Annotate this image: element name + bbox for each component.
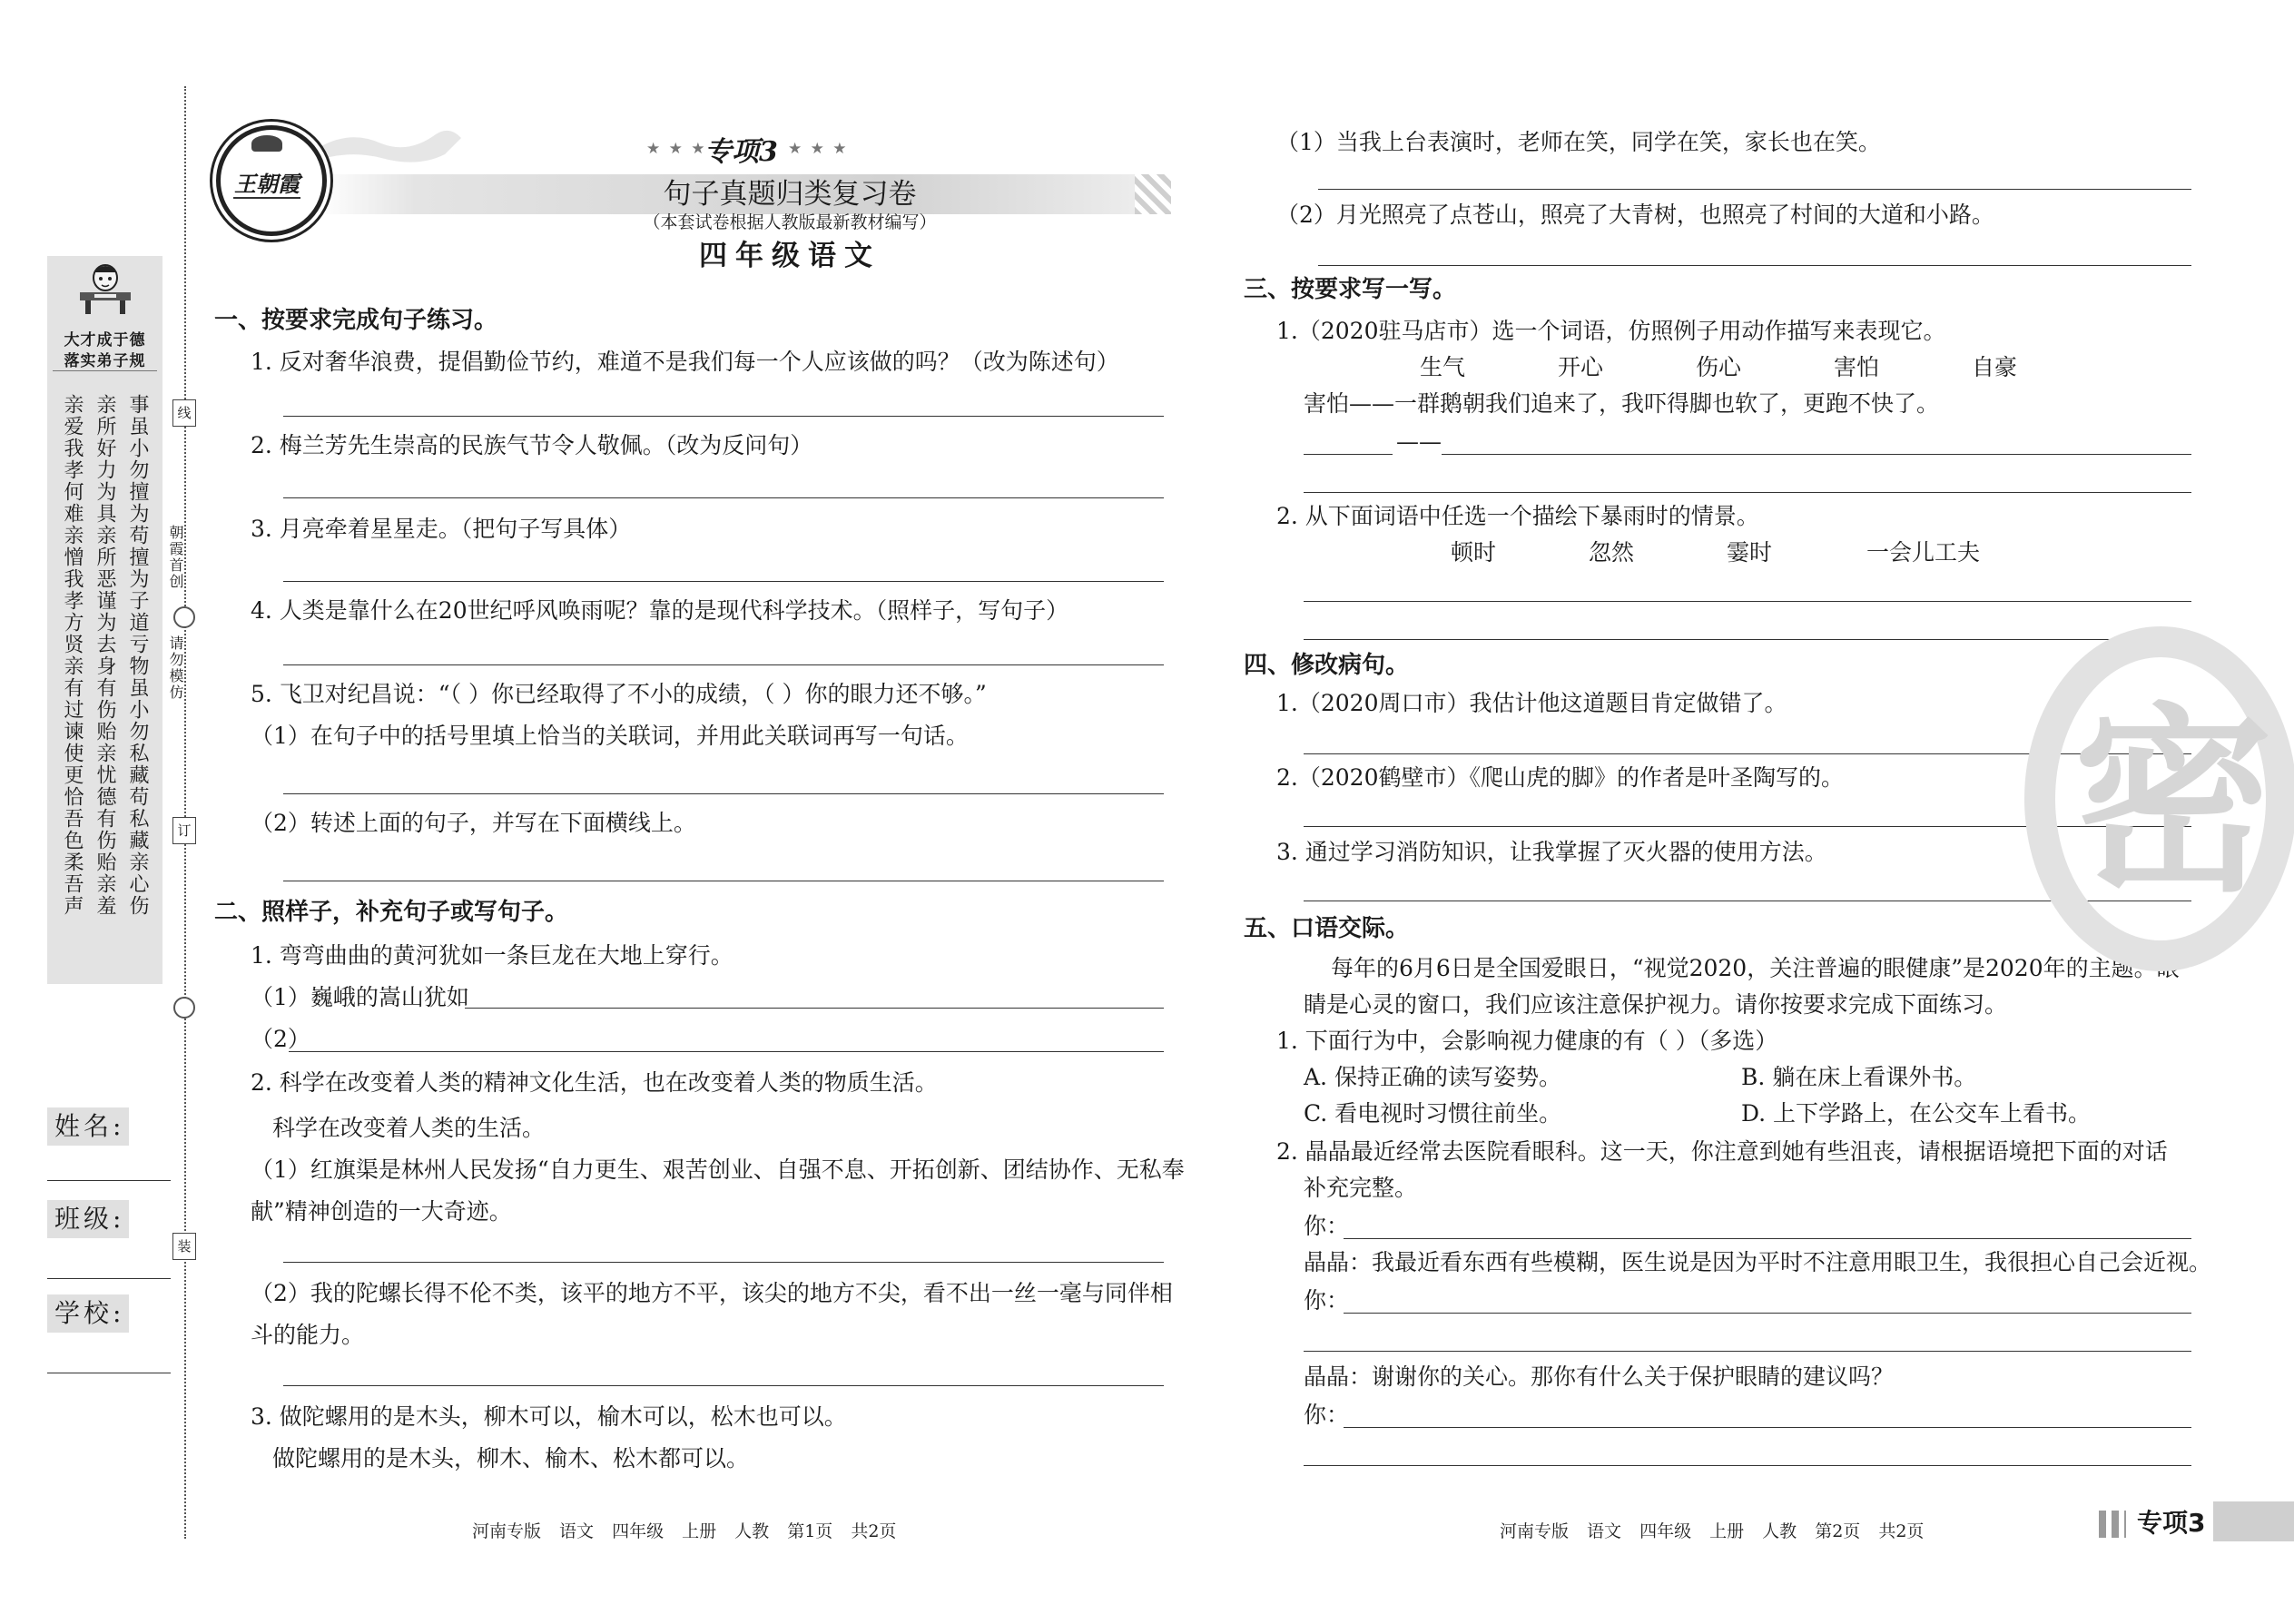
section-2-title: 二、照样子，补充句子或写句子。 bbox=[214, 899, 569, 926]
answer-line-1-3[interactable] bbox=[283, 581, 1164, 582]
question-5-2a: 2. 晶晶最近经常去医院看眼科。这一天，你注意到她有些沮丧，请根据语境把下面的对话 bbox=[1276, 1138, 2168, 1165]
question-1-5: 5. 飞卫对纪昌说：“（ ）你已经取得了不小的成绩，（ ）你的眼力还不够。” bbox=[251, 681, 987, 707]
answer-line-2-1-2[interactable] bbox=[289, 1051, 1164, 1052]
dialog-you-2: 你： bbox=[1304, 1287, 1350, 1314]
tab-squares bbox=[2099, 1511, 2126, 1538]
dialog-jingjing-2: 晶晶：谢谢你的关心。那你有什么关于保护眼睛的建议吗？ bbox=[1304, 1363, 1895, 1390]
question-5-1: 1. 下面行为中，会影响视力健康的有（ ）（多选） bbox=[1276, 1028, 1778, 1054]
binding-dotted-line bbox=[184, 86, 186, 1539]
answer-line-2-2-1[interactable] bbox=[283, 1262, 1164, 1263]
seal-zhuang: 装 bbox=[172, 1233, 196, 1260]
motto-divider bbox=[53, 370, 157, 371]
question-r-1: （1）当我上台表演时，老师在笑，同学在笑，家长也在笑。 bbox=[1276, 129, 1881, 155]
class-line[interactable] bbox=[47, 1278, 171, 1279]
answer-line-2-1-1[interactable] bbox=[465, 1008, 1164, 1009]
dialog-line-2[interactable] bbox=[1344, 1313, 2191, 1314]
watermark-char: 密 bbox=[2073, 686, 2274, 919]
verse-column-1: 亲爱我孝何难亲憎我孝方贤亲有过谏使更恰吾色柔吾声 bbox=[61, 394, 84, 917]
option-d: D. 上下学路上，在公交车上看书。 bbox=[1741, 1100, 2092, 1127]
logo-ring bbox=[233, 197, 300, 199]
question-4-1: 1.（2020周口市）我估计他这道题目肯定做错了。 bbox=[1276, 690, 1787, 716]
page-title: 句子真题归类复习卷 bbox=[663, 178, 917, 211]
option-c: C. 看电视时习惯往前坐。 bbox=[1304, 1100, 1562, 1127]
example-2-3: 做陀螺用的是木头，柳木、榆木、松木都可以。 bbox=[272, 1445, 750, 1471]
answer-line-3-1b[interactable] bbox=[1304, 492, 2191, 493]
section-1-title: 一、按要求完成句子练习。 bbox=[214, 307, 498, 334]
dialog-you-3: 你： bbox=[1304, 1402, 1350, 1428]
option-a: A. 保持正确的读写姿势。 bbox=[1304, 1064, 1561, 1090]
badge-stars-left: ★ ★ ★ bbox=[646, 140, 707, 158]
question-1-5-2: （2）转述上面的句子，并写在下面横线上。 bbox=[251, 810, 696, 836]
question-2-1: 1. 弯弯曲曲的黄河犹如一条巨龙在大地上穿行。 bbox=[251, 942, 733, 969]
question-5-2b: 补充完整。 bbox=[1304, 1175, 1418, 1201]
answer-line-r-1[interactable] bbox=[1318, 189, 2191, 190]
answer-dash: —— bbox=[1396, 428, 1442, 455]
question-1-3: 3. 月亮牵着星星走。（把句子写具体） bbox=[251, 516, 632, 542]
ribbon-decoration bbox=[309, 118, 463, 172]
motto-2: 落实弟子规 bbox=[64, 352, 146, 370]
section-5-title: 五、口语交际。 bbox=[1244, 915, 1410, 942]
option-b: B. 躺在床上看课外书。 bbox=[1741, 1064, 1977, 1090]
dialog-you-1: 你： bbox=[1304, 1213, 1350, 1239]
brand-logo bbox=[216, 125, 327, 236]
question-1-2: 2. 梅兰芳先生崇高的民族气节令人敬佩。（改为反问句） bbox=[251, 432, 813, 458]
question-2-2-1b: 献”精神创造的一大奇迹。 bbox=[251, 1198, 512, 1225]
question-1-1: 1. 反对奢华浪费，提倡勤俭节约，难道不是我们每一个人应该做的吗？（改为陈述句） bbox=[251, 349, 1119, 375]
dot-ornament bbox=[173, 606, 195, 628]
question-2-1-2: （2） bbox=[251, 1026, 310, 1052]
answer-line-2-2-2[interactable] bbox=[283, 1385, 1164, 1386]
question-3-2: 2. 从下面词语中任选一个描绘下暴雨时的情景。 bbox=[1276, 503, 1759, 529]
section-4-title: 四、修改病句。 bbox=[1244, 652, 1410, 679]
question-1-4: 4. 人类是靠什么在20世纪呼风唤雨呢？靠的是现代科学技术。（照样子，写句子） bbox=[251, 597, 1069, 624]
storm-word-4: 一会儿工夫 bbox=[1866, 539, 1981, 566]
answer-line-1-2[interactable] bbox=[283, 497, 1164, 498]
question-r-2: （2）月光照亮了点苍山，照亮了大青树，也照亮了村间的大道和小路。 bbox=[1276, 202, 1994, 228]
note-no-imitation: 请勿模仿 bbox=[167, 635, 184, 701]
crown-icon bbox=[251, 135, 282, 152]
question-2-3: 3. 做陀螺用的是木头，柳木可以，榆木可以，松木也可以。 bbox=[251, 1403, 847, 1430]
tab-bar bbox=[2213, 1501, 2294, 1541]
logo-text: 王朝霞 bbox=[234, 171, 300, 197]
name-label: 姓名: bbox=[54, 1111, 125, 1141]
sidebar-panel bbox=[47, 256, 162, 984]
verse-column-3: 事虽小勿擅为苟擅为子道亏物虽小勿私藏苟私藏亲心伤 bbox=[126, 394, 149, 917]
scholar-icon bbox=[67, 261, 143, 316]
word-choice-5: 自豪 bbox=[1972, 354, 2018, 380]
question-1-5-1: （1）在句子中的括号里填上恰当的关联词，并用此关联词再写一句话。 bbox=[251, 723, 969, 749]
note-chaoxia-original: 朝霞首创 bbox=[167, 525, 184, 590]
answer-line-1-4[interactable] bbox=[283, 664, 1164, 665]
footer-left: 河南专版 语文 四年级 上册 人教 第1页 共2页 bbox=[472, 1521, 897, 1541]
question-2-2-1a: （1）红旗渠是林州人民发扬“自力更生、艰苦创业、自强不息、开拓创新、团结协作、无私奉 bbox=[251, 1156, 1185, 1183]
example-2-2: 科学在改变着人类的生活。 bbox=[272, 1115, 546, 1141]
dialog-line-3[interactable] bbox=[1304, 1351, 2191, 1352]
answer-line-3-2a[interactable] bbox=[1304, 601, 2191, 602]
storm-word-1: 顿时 bbox=[1451, 539, 1497, 566]
verse-column-2: 亲所好力为具亲所恶谨为去身有伤贻亲忧德有伤贻亲羞 bbox=[94, 394, 116, 917]
badge-stars-right: ★ ★ ★ bbox=[788, 140, 849, 158]
answer-line-3-2b[interactable] bbox=[1304, 639, 2191, 640]
dialog-line-5[interactable] bbox=[1304, 1465, 2191, 1466]
question-2-2-2b: 斗的能力。 bbox=[251, 1322, 365, 1348]
section-3-title: 三、按要求写一写。 bbox=[1244, 276, 1457, 303]
answer-line-1-1[interactable] bbox=[283, 416, 1164, 417]
dialog-line-4[interactable] bbox=[1344, 1427, 2191, 1428]
special-tab-label: 专项3 bbox=[2137, 1508, 2206, 1538]
special-badge: 专项3 bbox=[704, 136, 778, 168]
word-choice-2: 开心 bbox=[1558, 354, 1604, 380]
example-3-1: 害怕——一群鹅朝我们追来了，我吓得脚也软了，更跑不快了。 bbox=[1304, 390, 1940, 417]
question-2-2-2a: （2）我的陀螺长得不伦不类，该平的地方不平，该尖的地方不尖，看不出一丝一毫与同伴相 bbox=[251, 1280, 1173, 1306]
question-4-3: 3. 通过学习消防知识，让我掌握了灭火器的使用方法。 bbox=[1276, 839, 1827, 865]
word-choice-4: 害怕 bbox=[1834, 354, 1880, 380]
subtitle: （本套试卷根据人教版最新教材编写） bbox=[643, 212, 937, 232]
name-line[interactable] bbox=[47, 1180, 171, 1181]
question-2-2: 2. 科学在改变着人类的精神文化生活，也在改变着人类的物质生活。 bbox=[251, 1069, 938, 1096]
footer-right: 河南专版 语文 四年级 上册 人教 第2页 共2页 bbox=[1500, 1521, 1925, 1541]
grade-title: 四年级语文 bbox=[699, 240, 881, 272]
storm-word-2: 忽然 bbox=[1589, 539, 1635, 566]
word-choice-3: 伤心 bbox=[1696, 354, 1742, 380]
oral-intro-b: 睛是心灵的窗口，我们应该注意保护视力。请你按要求完成下面练习。 bbox=[1304, 991, 2008, 1018]
answer-line-r-2[interactable] bbox=[1318, 265, 2191, 266]
motto-1: 大才成于德 bbox=[64, 331, 146, 349]
seal-xian: 线 bbox=[172, 399, 196, 427]
question-3-1: 1.（2020驻马店市）选一个词语，仿照例子用动作描写来表现它。 bbox=[1276, 318, 1946, 344]
question-4-2: 2.（2020鹤壁市）《爬山虎的脚》的作者是叶圣陶写的。 bbox=[1276, 764, 1844, 791]
dialog-jingjing-1: 晶晶：我最近看东西有些模糊，医生说是因为平时不注意用眼卫生，我很担心自己会近视。 bbox=[1304, 1249, 2212, 1275]
word-choice-1: 生气 bbox=[1420, 354, 1466, 380]
seal-ding: 订 bbox=[172, 817, 196, 844]
answer-line-3-1a[interactable] bbox=[1442, 454, 2191, 455]
class-label: 班级: bbox=[54, 1204, 125, 1234]
question-2-1-1: （1）巍峨的嵩山犹如 bbox=[251, 984, 469, 1010]
answer-line-1-5-1[interactable] bbox=[283, 793, 1164, 794]
storm-word-3: 霎时 bbox=[1727, 539, 1773, 566]
secret-watermark bbox=[2024, 626, 2294, 971]
school-label: 学校: bbox=[54, 1298, 125, 1328]
oral-intro-a: 每年的6月6日是全国爱眼日，“视觉2020，关注普遍的眼健康”是2020年的主题。眼 bbox=[1331, 955, 2180, 981]
dialog-line-1[interactable] bbox=[1344, 1238, 2191, 1239]
answer-word-line[interactable] bbox=[1304, 454, 1393, 455]
title-band-checker bbox=[1135, 174, 1171, 214]
dot-ornament-2 bbox=[173, 997, 195, 1019]
